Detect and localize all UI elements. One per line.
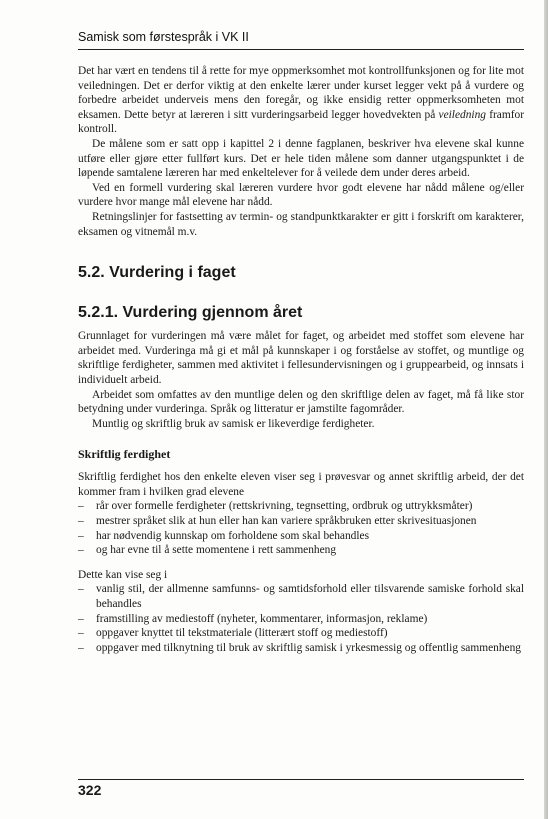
intro-paragraph-3: Ved en formell vurdering skal læreren vurdere hvor godt elevene har nådd målene og/eller vurdere hvor mange mål elevene har nådd. — [78, 181, 524, 209]
list-item: – og har evne til å sette momentene i rett sammenheng — [78, 543, 524, 558]
page-edge — [544, 0, 548, 819]
list-item: – oppgaver knyttet til tekstmateriale (litterært stoff og mediestoff) — [78, 626, 524, 641]
list-item: – vanlig stil, der allmenne samfunns- og samtidsforhold eller tilsvarende samiske forhold skal behandles — [78, 582, 524, 611]
emphasis-veiledning: veiledning — [438, 108, 486, 121]
intro-paragraph-1: Det har vært en tendens til å rette for mye oppmerksomhet mot kontrollfunksjonen og for lite mot veiledningen. Det er derfor viktig at den enkelte lærer under kurset legger vekt på å vurdere og forbedre arbeidet underveis mens den foregår, og ikke ensidig retter oppmerksomheten mot eksamen. Dette betyr at læreren i sitt vurderingsarbeid legger hovedvekten på veiledning framfor kontroll. — [78, 65, 524, 136]
subsection-paragraph-1: Grunnlaget for vurderingen må være målet for faget, og arbeidet med stoffet som elevene har arbeidet med. Vurderinga må gi et mål på kunnskaper i og forståelse av stoffet, og muntlige og skriftlige ferdigheter, sammen med aktivitet i fellesundervisningen og i gruppearbeid, og innsats i individuelt arbeid. — [78, 330, 524, 386]
list-item: – mestrer språket slik at hun eller han kan variere språkbruken etter skrivesituasjonen — [78, 514, 524, 529]
skriftlig-intro-2: Dette kan vise seg i — [78, 568, 168, 581]
subsection-paragraph-2: Arbeidet som omfattes av den muntlige delen og den skriftlige delen av faget, må få like stor betydning under vurderinga. Språk og litteratur er jamstilte fagområder. — [78, 388, 524, 416]
subsection-paragraph-3: Muntlig og skriftlig bruk av samisk er likeverdige ferdigheter. — [92, 417, 375, 430]
list-item: – oppgaver med tilknytning til bruk av skriftlig samisk i yrkesmessig og offentlig sammenheng — [78, 641, 524, 656]
skriftlig-heading: Skriftlig ferdighet — [78, 447, 171, 462]
skriftlig-intro: Skriftlig ferdighet hos den enkelte eleven viser seg i prøvesvar og annet skriftlig arbeid, der det kommer fram i hvilken grad elevene — [78, 471, 524, 498]
skriftlig-list — [78, 499, 524, 557]
page-content — [78, 64, 524, 655]
list-item: – har nødvendig kunnskap om forholdene som skal behandles — [78, 529, 524, 544]
skriftlig-list-2 — [78, 582, 524, 655]
intro-paragraph-4: Retningslinjer for fastsetting av termin- og standpunktkarakter er gitt i forskrift om karakterer, eksamen og vitnemål m.v. — [78, 210, 524, 238]
list-item: – rår over formelle ferdigheter (rettskrivning, tegnsetting, ordbruk og uttrykksmåter) — [78, 499, 524, 514]
page-number: 322 — [78, 782, 102, 798]
spacer — [78, 558, 524, 568]
section-heading: 5.2. Vurdering i faget — [78, 264, 236, 282]
running-header: Samisk som førstespråk i VK II — [78, 30, 249, 44]
footer-rule — [78, 779, 524, 780]
intro-paragraph-2: De målene som er satt opp i kapittel 2 i denne fagplanen, beskriver hva elevene skal kunne utføre eller gjøre etter fullført kurs. Det er hele tiden målene som danner utgangspunktet i de løpende samtalene læreren har med enkeltelever for å veilede dem under deres arbeid. — [78, 137, 524, 180]
list-item: – framstilling av mediestoff (nyheter, kommentarer, informasjon, reklame) — [78, 612, 524, 627]
subsection-heading: 5.2.1. Vurdering gjennom året — [78, 304, 303, 322]
header-rule — [78, 49, 524, 50]
